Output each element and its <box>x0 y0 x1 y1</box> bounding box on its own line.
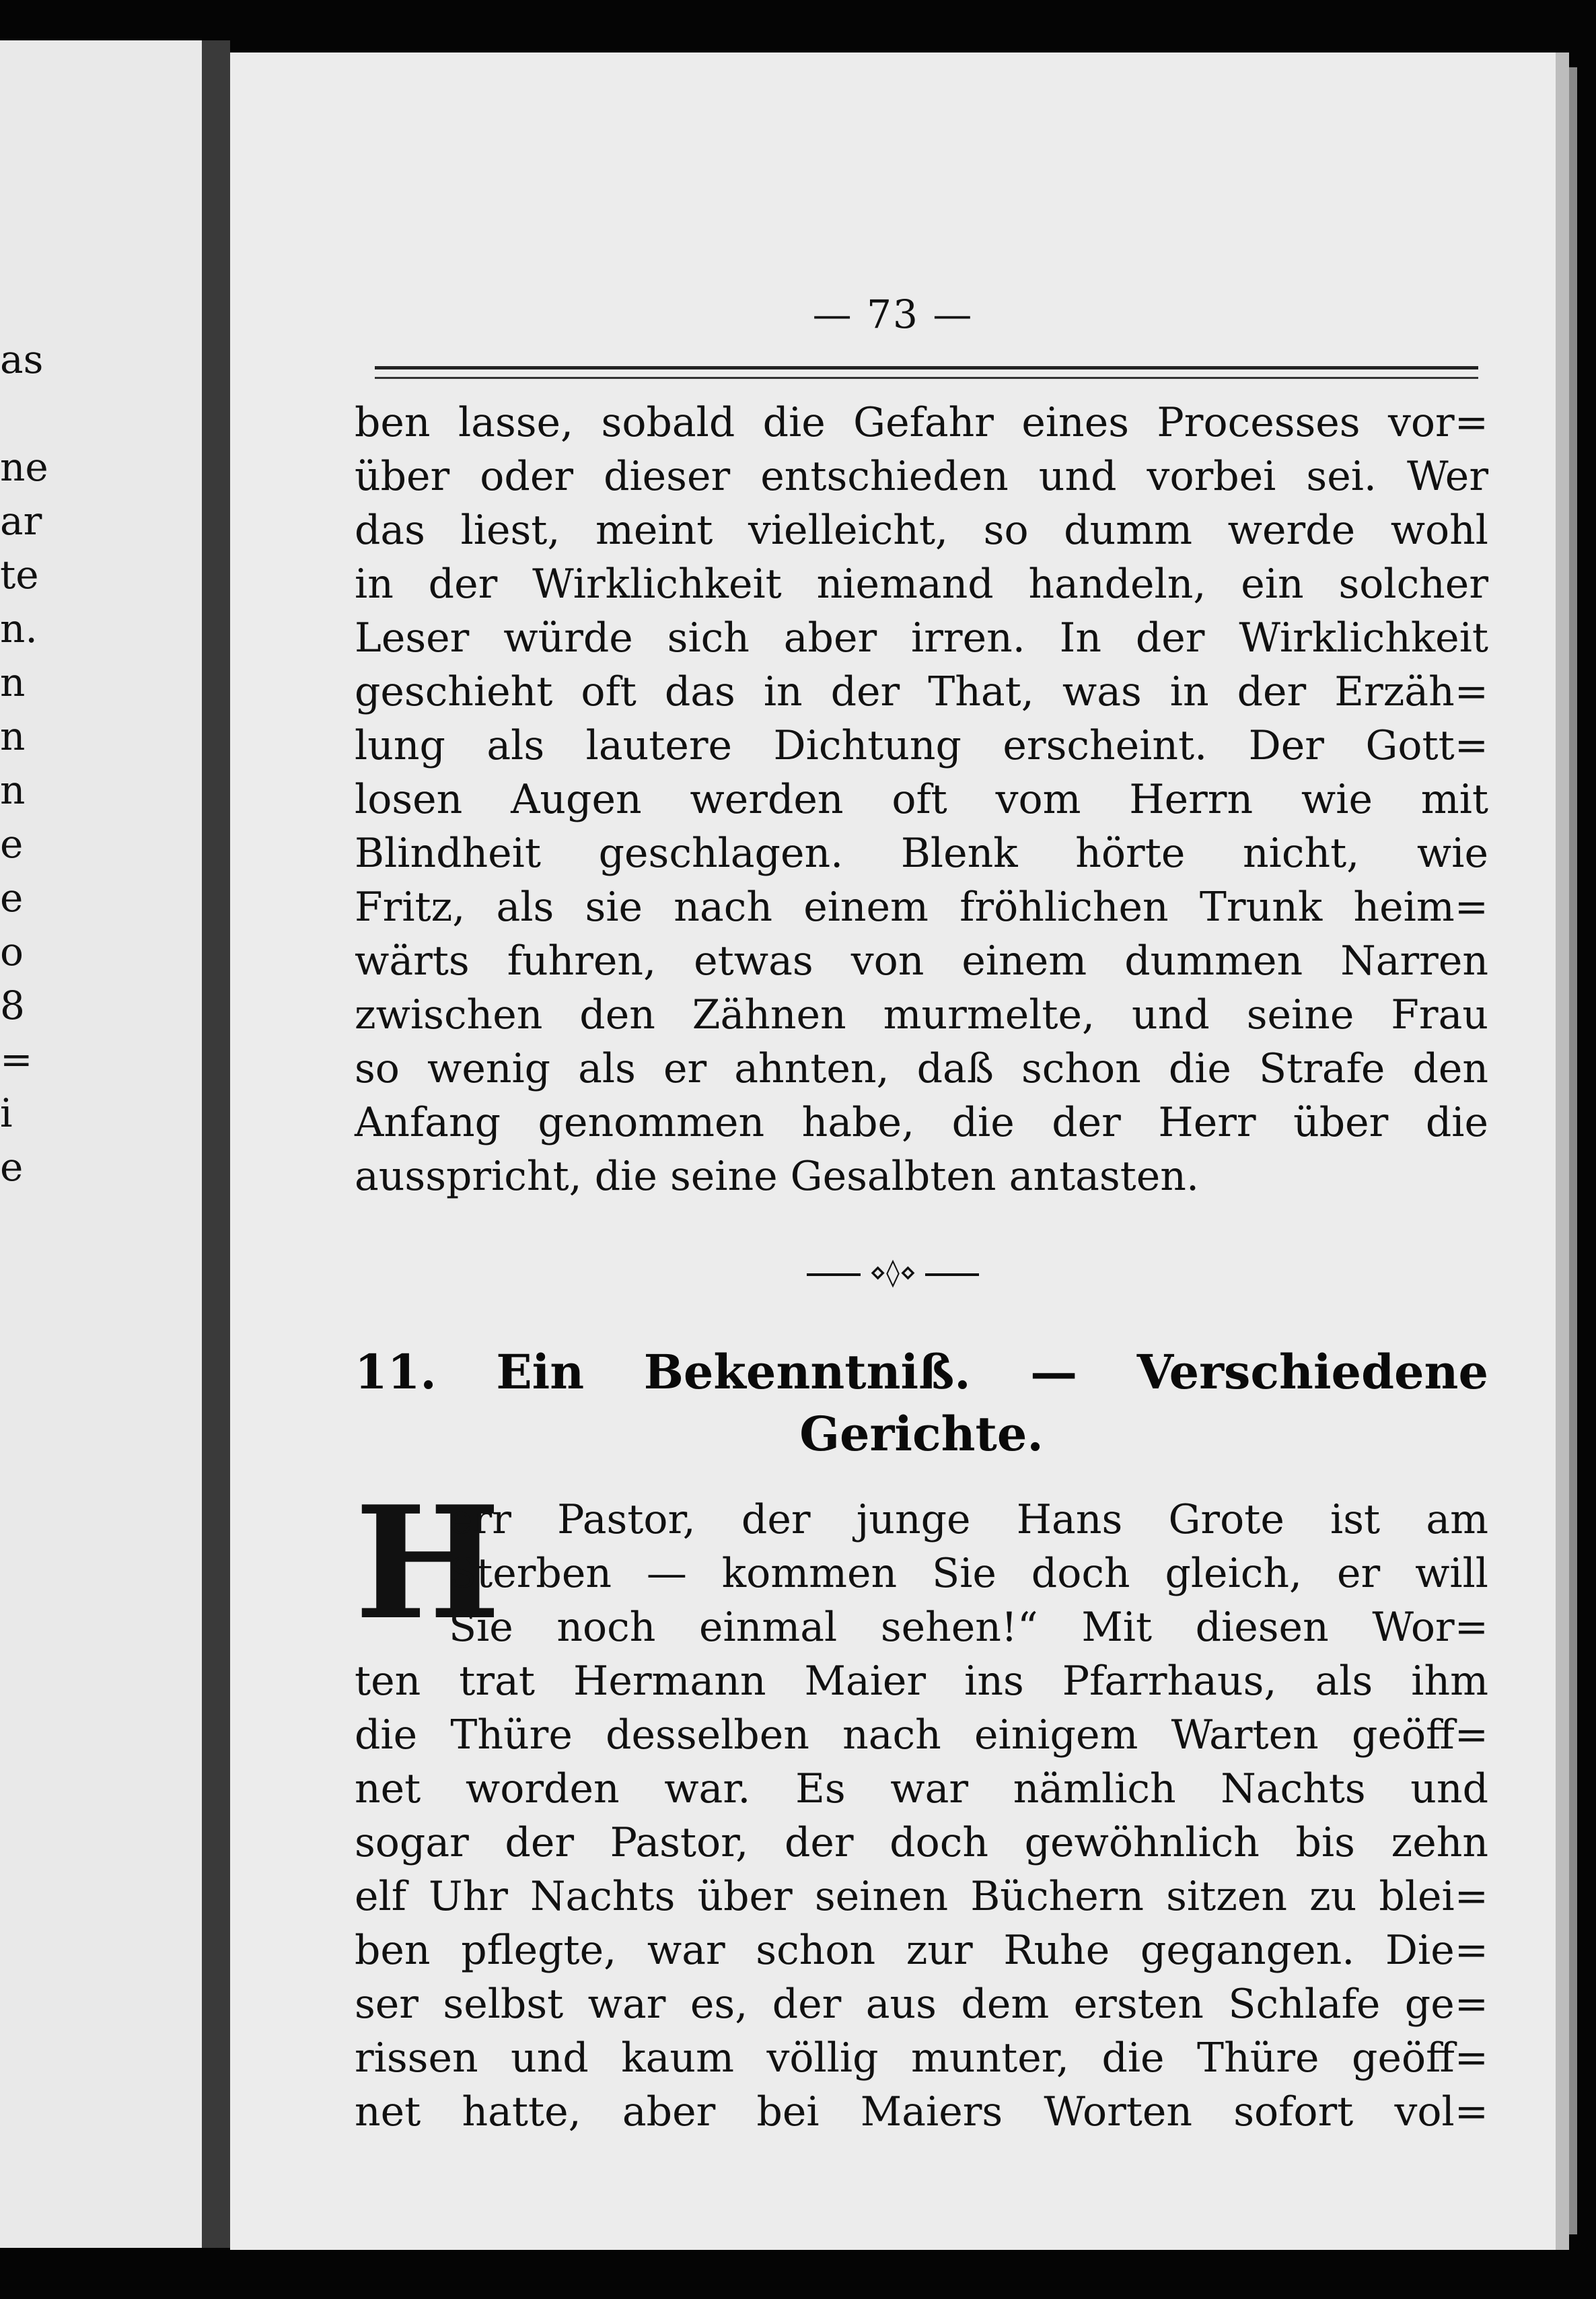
chapter-paragraph <box>355 1493 1488 2139</box>
text-line: net worden war. Es war nämlich Nachts und <box>355 1765 1488 1812</box>
text-line: wärts fuhren, etwas von einem dummen Narren <box>355 938 1488 985</box>
ornament-bar-right <box>925 1273 979 1276</box>
ornament-bar-left <box>807 1273 861 1276</box>
text-line: rissen und kaum völlig munter, die Thüre geöff= <box>355 2035 1488 2082</box>
text-line: Leser würde sich aber irren. In der Wirklichkeit <box>355 614 1488 662</box>
fragment: n <box>0 660 26 705</box>
drop-cap: H <box>355 1473 501 1654</box>
fragment: n. <box>0 606 38 651</box>
fragment: n <box>0 713 26 759</box>
text-line: Blindheit geschlagen. Blenk hörte nicht, wie <box>355 830 1488 877</box>
header-rule <box>375 366 1478 369</box>
text-line: Anfang genommen habe, die der Herr über die <box>355 1099 1488 1146</box>
text-line: geschieht oft das in der That, was in der Erzäh= <box>355 668 1488 715</box>
text-line: über oder dieser entschieden und vorbei sei. Wer <box>355 453 1488 500</box>
book-page <box>230 52 1556 2250</box>
fragment: te <box>0 552 39 598</box>
fragment: 8 <box>0 983 25 1028</box>
text-line: zwischen den Zähnen murmelte, und seine Frau <box>355 991 1488 1038</box>
book-gutter <box>202 40 230 2248</box>
text-line: die Thüre desselben nach einigem Warten geöff= <box>355 1711 1488 1759</box>
page-edge-shadow <box>1569 67 1577 2234</box>
fragment: n <box>0 767 26 813</box>
text-line: ten trat Hermann Maier ins Pfarrhaus, als ihm <box>355 1658 1488 1705</box>
text-line: err Pastor, der junge Hans Grote ist am <box>449 1496 1488 1543</box>
text-line: lung als lautere Dichtung erscheint. Der Gott= <box>355 722 1488 769</box>
text-line: so wenig als er ahnten, daß schon die Strafe den <box>355 1045 1488 1092</box>
text-line: losen Augen werden oft vom Herrn wie mit <box>355 776 1488 823</box>
ornament-diamond: ⋄◊⋄ <box>869 1257 916 1288</box>
text-line: net hatte, aber bei Maiers Worten sofort vol= <box>355 2088 1488 2135</box>
text-line: ser selbst war es, der aus dem ersten Schlafe ge= <box>355 1981 1488 2028</box>
left-page-text-fragments <box>0 40 202 2248</box>
fragment: e <box>0 875 24 921</box>
fragment: i <box>0 1090 13 1136</box>
left-page-edge <box>0 40 202 2248</box>
text-line: sogar der Pastor, der doch gewöhnlich bis zehn <box>355 1819 1488 1866</box>
fragment: as <box>0 337 44 382</box>
section-ornament <box>230 1257 1556 1288</box>
chapter-heading-line-1: 11. Ein Bekenntniß. — Verschiedene <box>355 1344 1488 1400</box>
header-rule-thin <box>375 377 1478 379</box>
chapter-heading-line-2: Gerichte. <box>799 1406 1044 1462</box>
page-edge <box>1556 52 1569 2250</box>
text-line: das liest, meint vielleicht, so dumm werde wohl <box>355 507 1488 554</box>
text-line: ausspricht, die seine Gesalbten antasten. <box>355 1153 1200 1200</box>
fragment: ar <box>0 498 42 544</box>
fragment: ne <box>0 444 48 490</box>
fragment: e <box>0 1144 24 1190</box>
text-line: ben pflegte, war schon zur Ruhe gegangen. Die= <box>355 1927 1488 1974</box>
text-line: Fritz, als sie nach einem fröhlichen Trunk heim= <box>355 884 1488 931</box>
fragment: = <box>0 1036 33 1082</box>
text-line: Sterben — kommen Sie doch gleich, er will <box>449 1550 1488 1597</box>
text-line: Sie noch einmal sehen!“ Mit diesen Wor= <box>449 1604 1488 1651</box>
chapter-heading <box>355 1341 1488 1465</box>
text-line: ben lasse, sobald die Gefahr eines Processes vor= <box>355 399 1488 446</box>
text-line: elf Uhr Nachts über seinen Büchern sitzen zu blei= <box>355 1873 1488 1920</box>
paragraph-continuation <box>355 396 1488 1203</box>
page-number: — 73 — <box>812 291 974 337</box>
fragment: e <box>0 821 24 867</box>
fragment: o <box>0 929 24 975</box>
text-line: in der Wirklichkeit niemand handeln, ein solcher <box>355 561 1488 608</box>
